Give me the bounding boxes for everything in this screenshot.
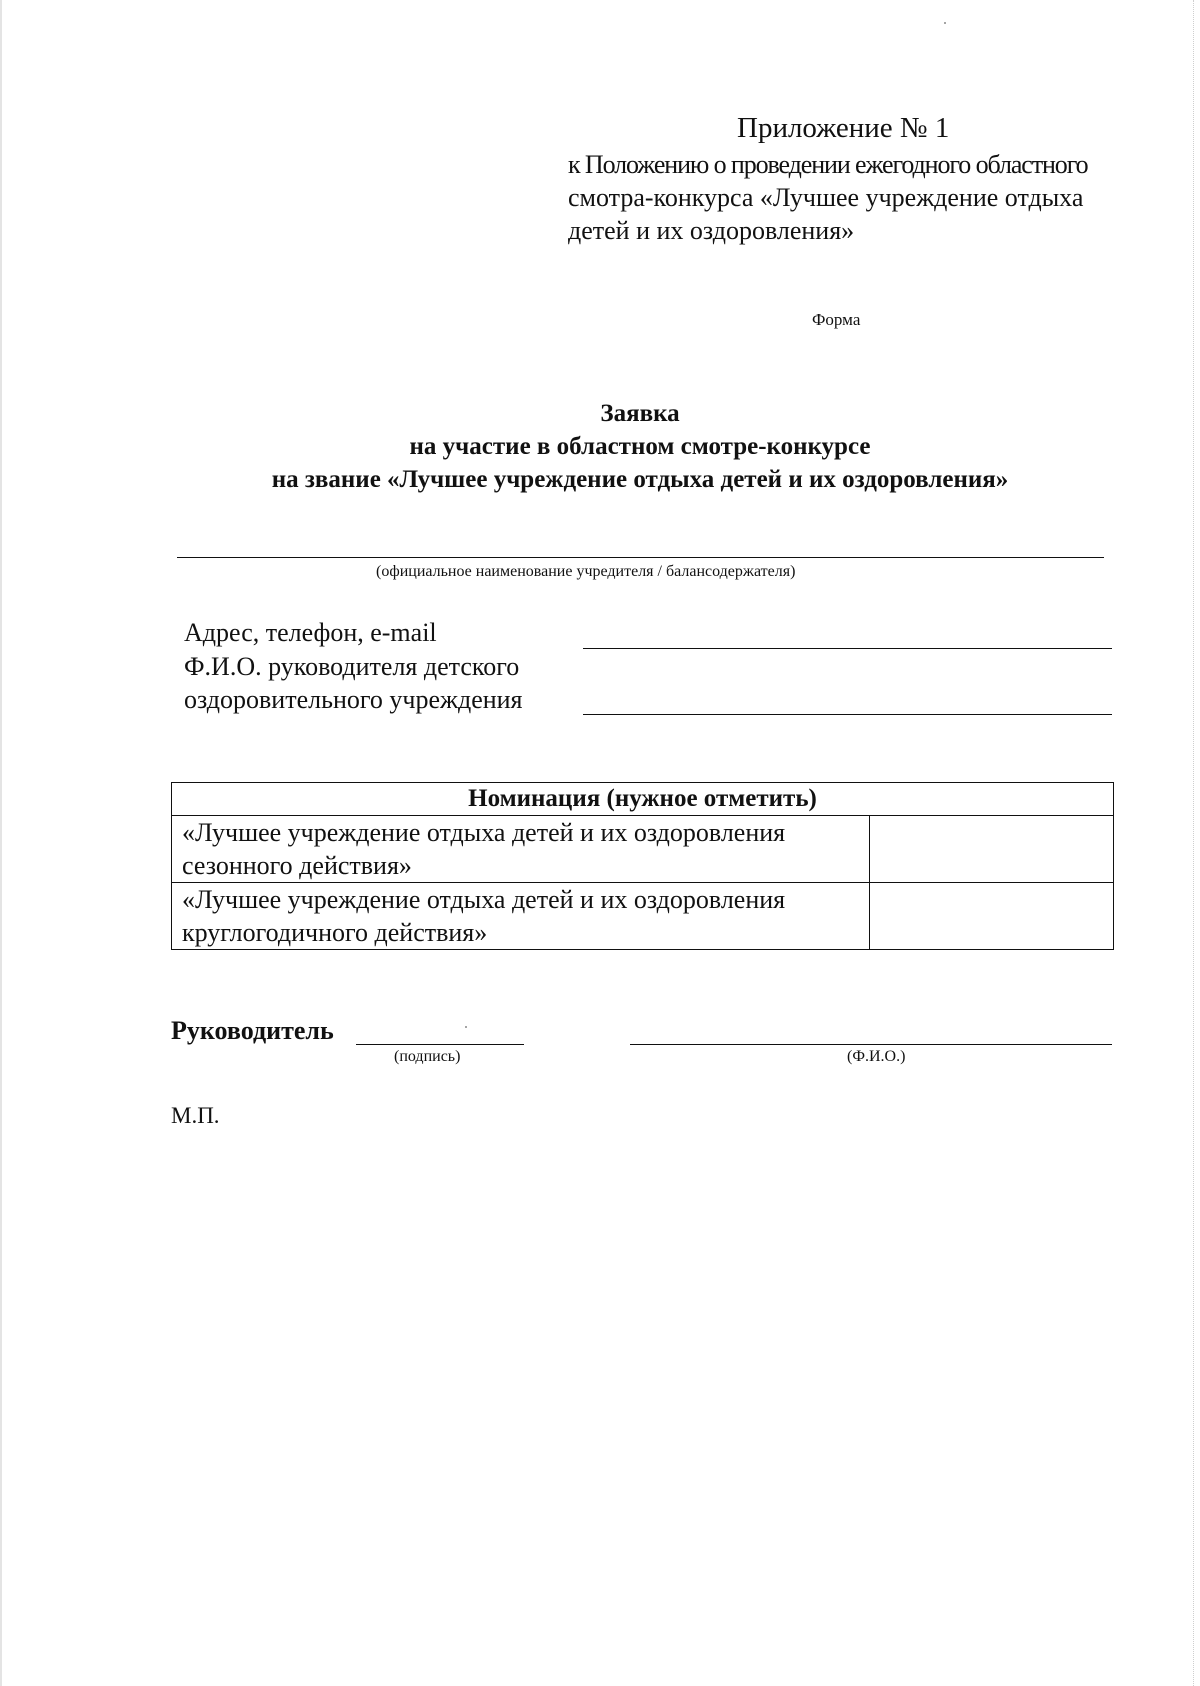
director-signature-label: Руководитель [171, 1016, 334, 1045]
application-subtitle: на звание «Лучшее учреждение отдыха детей и их оздоровления» [271, 466, 1009, 493]
nomination-seasonal [172, 816, 870, 883]
address-line[interactable] [583, 648, 1112, 649]
nominations-table [171, 782, 1114, 950]
appendix-line: смотра-конкурса «Лучшее учреждение отдыха [568, 183, 1084, 212]
director-name-line[interactable] [583, 714, 1112, 715]
nomination-year-round-checkbox[interactable] [870, 883, 1114, 950]
nomination-year-round [172, 883, 870, 950]
director-label: оздоровительного учреждения [184, 685, 523, 714]
nomination-text: круглогодичного действия» [182, 918, 488, 947]
scan-edge-right [1192, 0, 1194, 1686]
table-row [172, 816, 1114, 883]
nominations-header: Номинация (нужное отметить) [172, 783, 1114, 816]
director-label: Ф.И.О. руководителя детского [184, 652, 520, 681]
signature-line[interactable] [356, 1044, 524, 1045]
table-header-row [172, 783, 1114, 816]
signature-caption: (подпись) [394, 1048, 461, 1065]
scan-speck [944, 22, 946, 24]
director-fio-line[interactable] [630, 1044, 1112, 1045]
appendix-line: детей и их оздоровления» [568, 216, 855, 245]
nomination-text: «Лучшее учреждение отдыха детей и их оздоровления [182, 818, 786, 847]
appendix-title: Приложение № 1 [737, 112, 950, 144]
founder-name-line[interactable] [177, 557, 1104, 558]
nomination-text: сезонного действия» [182, 851, 412, 880]
fio-caption: (Ф.И.О.) [847, 1048, 906, 1065]
form-label: Форма [812, 310, 861, 329]
scan-speck [465, 1026, 467, 1028]
nomination-seasonal-checkbox[interactable] [870, 816, 1114, 883]
application-subtitle: на участие в областном смотре-конкурсе [409, 433, 871, 460]
application-title: Заявка [600, 400, 680, 427]
founder-name-caption: (официальное наименование учредителя / балансодержателя) [376, 563, 796, 580]
nomination-text: «Лучшее учреждение отдыха детей и их оздоровления [182, 885, 786, 914]
table-row [172, 883, 1114, 950]
address-label: Адрес, телефон, e-mail [184, 618, 437, 647]
stamp-placeholder: М.П. [171, 1103, 220, 1128]
scan-edge-left [0, 0, 2, 1686]
appendix-line: к Положению о проведении ежегодного областного [568, 150, 1088, 179]
